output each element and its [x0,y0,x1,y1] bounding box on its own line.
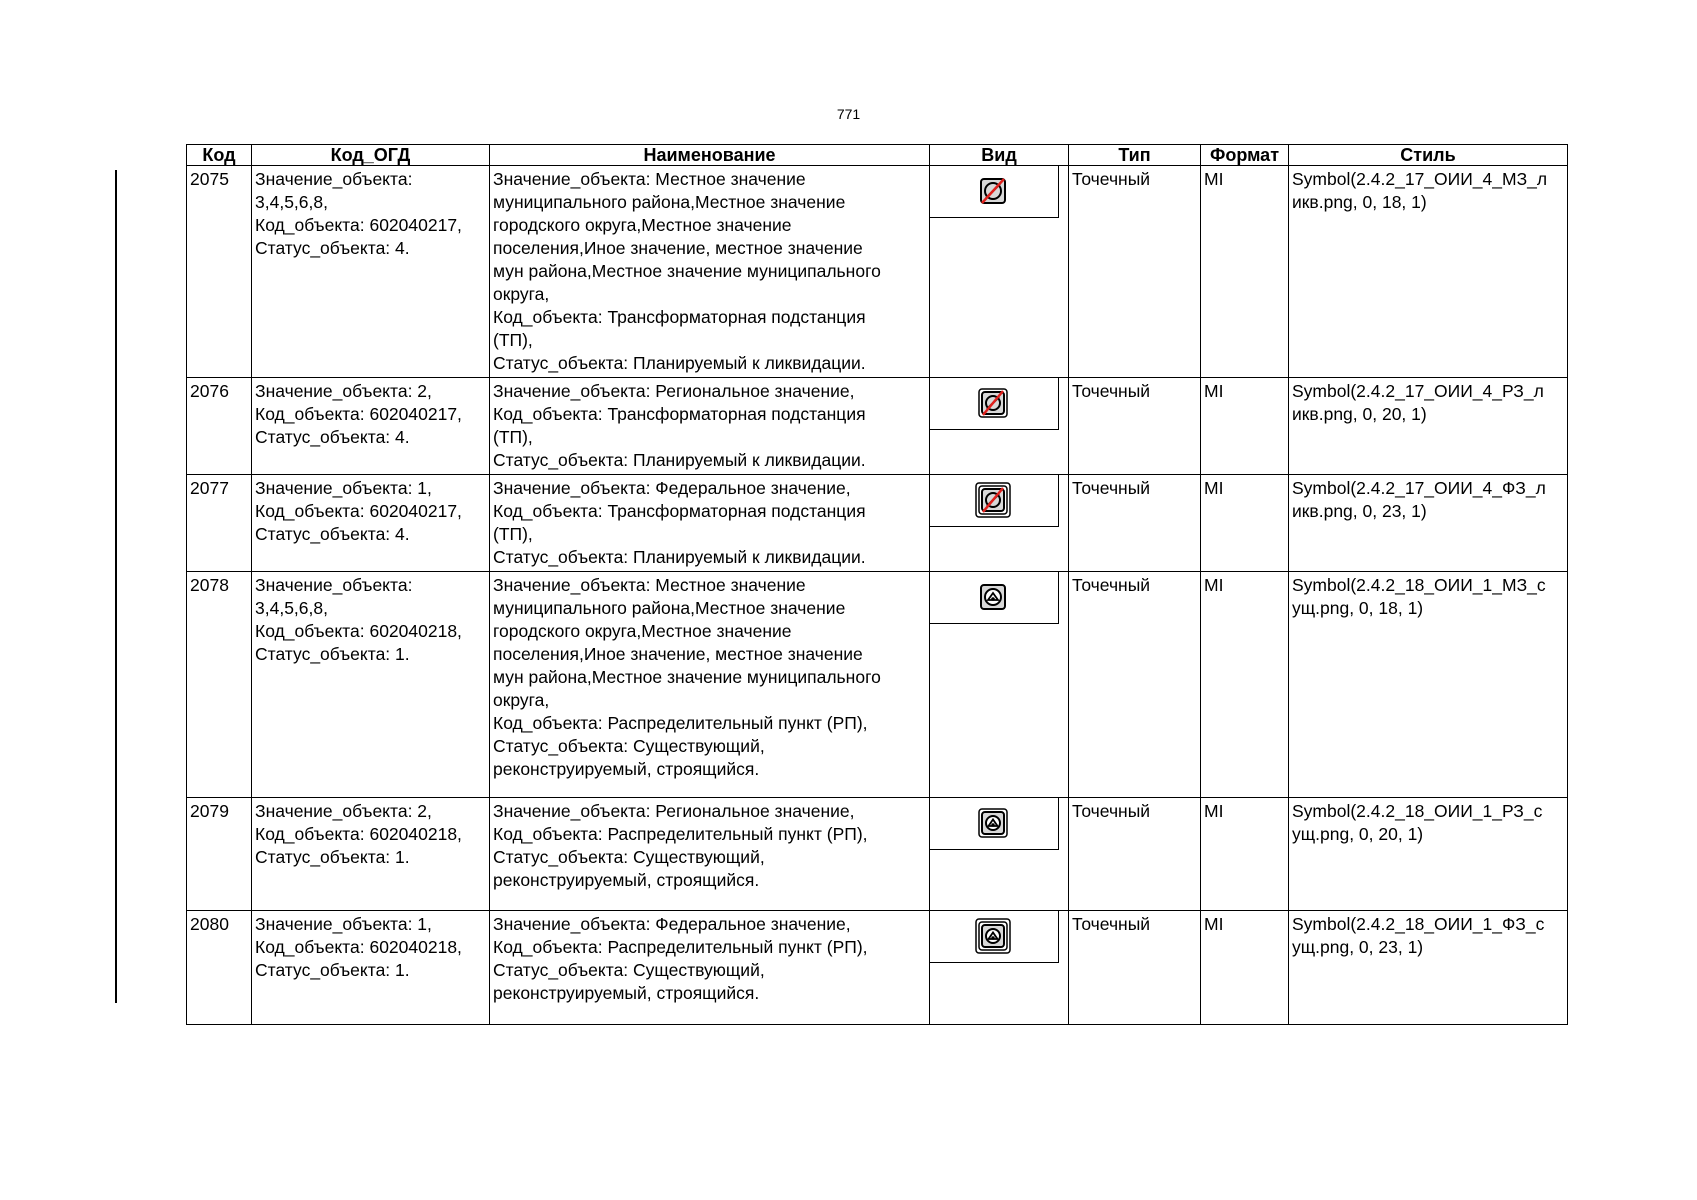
cell-ogd: Значение_объекта: 2, Код_объекта: 602040218, Статус_объекта: 1. [252,798,490,911]
cell-ogd: Значение_объекта: 1, Код_объекта: 602040218, Статус_объекта: 1. [252,911,490,1025]
table-row [187,798,1568,911]
cell-name: Значение_объекта: Региональное значение, Код_объекта: Распределительный пункт (РП), Статус_объекта: Существующий, реконструируемый, строящийся. [490,798,930,911]
cell-type: Точечный [1069,572,1201,798]
cell-format: MI [1201,911,1289,1025]
cell-view [930,378,1069,475]
distribution-point-icon [978,582,1008,612]
symbol-preview [930,166,1059,218]
crossed-symbol-icon [978,388,1008,418]
header-type: Тип [1069,145,1201,166]
cell-style: Symbol(2.4.2_17_ОИИ_4_РЗ_л икв.png, 0, 20, 1) [1289,378,1568,475]
table-row [187,378,1568,475]
cell-view [930,475,1069,572]
cell-type: Точечный [1069,378,1201,475]
cell-view [930,911,1069,1025]
crossed-symbol-icon [975,482,1011,518]
cell-type: Точечный [1069,798,1201,911]
margin-bar [115,170,117,1003]
header-format: Формат [1201,145,1289,166]
header-ogd: Код_ОГД [252,145,490,166]
distribution-point-icon [978,808,1008,838]
cell-format: MI [1201,572,1289,798]
cell-view [930,798,1069,911]
cell-format: MI [1201,475,1289,572]
cell-ogd: Значение_объекта: 3,4,5,6,8, Код_объекта: 602040217, Статус_объекта: 4. [252,166,490,378]
cell-code: 2079 [187,798,252,911]
symbol-preview [930,911,1059,963]
cell-ogd: Значение_объекта: 2, Код_объекта: 602040217, Статус_объекта: 4. [252,378,490,475]
cell-name: Значение_объекта: Местное значение муниципального района,Местное значение городского округа,Местное значение поселения,Иное значение, местное значение мун района,Местное значение муниципального округа, Код_объекта: Трансформаторная подстанция (ТП), Статус_объекта: Планируемый к ликвидации. [490,166,930,378]
cell-name: Значение_объекта: Местное значение муниципального района,Местное значение городского округа,Местное значение поселения,Иное значение, местное значение мун района,Местное значение муниципального округа, Код_объекта: Распределительный пункт (РП), Статус_объекта: Существующий, реконструируемый, строящийся. [490,572,930,798]
header-name: Наименование [490,145,930,166]
cell-style: Symbol(2.4.2_17_ОИИ_4_ФЗ_л икв.png, 0, 23, 1) [1289,475,1568,572]
page-number: 771 [836,106,861,122]
cell-code: 2075 [187,166,252,378]
cell-view [930,572,1069,798]
crossed-symbol-icon [978,176,1008,206]
table-row [187,166,1568,378]
header-style: Стиль [1289,145,1568,166]
header-view: Вид [930,145,1069,166]
cell-name: Значение_объекта: Федеральное значение, Код_объекта: Распределительный пункт (РП), Статус_объекта: Существующий, реконструируемый, строящийся. [490,911,930,1025]
cell-code: 2076 [187,378,252,475]
symbol-preview [930,475,1059,527]
cell-name: Значение_объекта: Региональное значение, Код_объекта: Трансформаторная подстанция (ТП), Статус_объекта: Планируемый к ликвидации. [490,378,930,475]
cell-style: Symbol(2.4.2_18_ОИИ_1_МЗ_с ущ.png, 0, 18, 1) [1289,572,1568,798]
cell-ogd: Значение_объекта: 3,4,5,6,8, Код_объекта: 602040218, Статус_объекта: 1. [252,572,490,798]
cell-type: Точечный [1069,911,1201,1025]
cell-code: 2078 [187,572,252,798]
cell-format: MI [1201,378,1289,475]
cell-ogd: Значение_объекта: 1, Код_объекта: 602040217, Статус_объекта: 4. [252,475,490,572]
cell-format: MI [1201,166,1289,378]
cell-code: 2077 [187,475,252,572]
cell-view [930,166,1069,378]
header-code: Код [187,145,252,166]
cell-code: 2080 [187,911,252,1025]
cell-style: Symbol(2.4.2_17_ОИИ_4_МЗ_л икв.png, 0, 18, 1) [1289,166,1568,378]
distribution-point-icon [975,918,1011,954]
cell-format: MI [1201,798,1289,911]
symbol-preview [930,798,1059,850]
cell-style: Symbol(2.4.2_18_ОИИ_1_ФЗ_с ущ.png, 0, 23, 1) [1289,911,1568,1025]
cell-type: Точечный [1069,475,1201,572]
table-header-row [187,145,1568,166]
cell-style: Symbol(2.4.2_18_ОИИ_1_РЗ_с ущ.png, 0, 20, 1) [1289,798,1568,911]
table-row [187,572,1568,798]
symbol-preview [930,378,1059,430]
symbol-preview [930,572,1059,624]
cell-type: Точечный [1069,166,1201,378]
cell-name: Значение_объекта: Федеральное значение, Код_объекта: Трансформаторная подстанция (ТП), Статус_объекта: Планируемый к ликвидации. [490,475,930,572]
symbol-table [186,144,1568,1025]
table-row [187,911,1568,1025]
table-row [187,475,1568,572]
